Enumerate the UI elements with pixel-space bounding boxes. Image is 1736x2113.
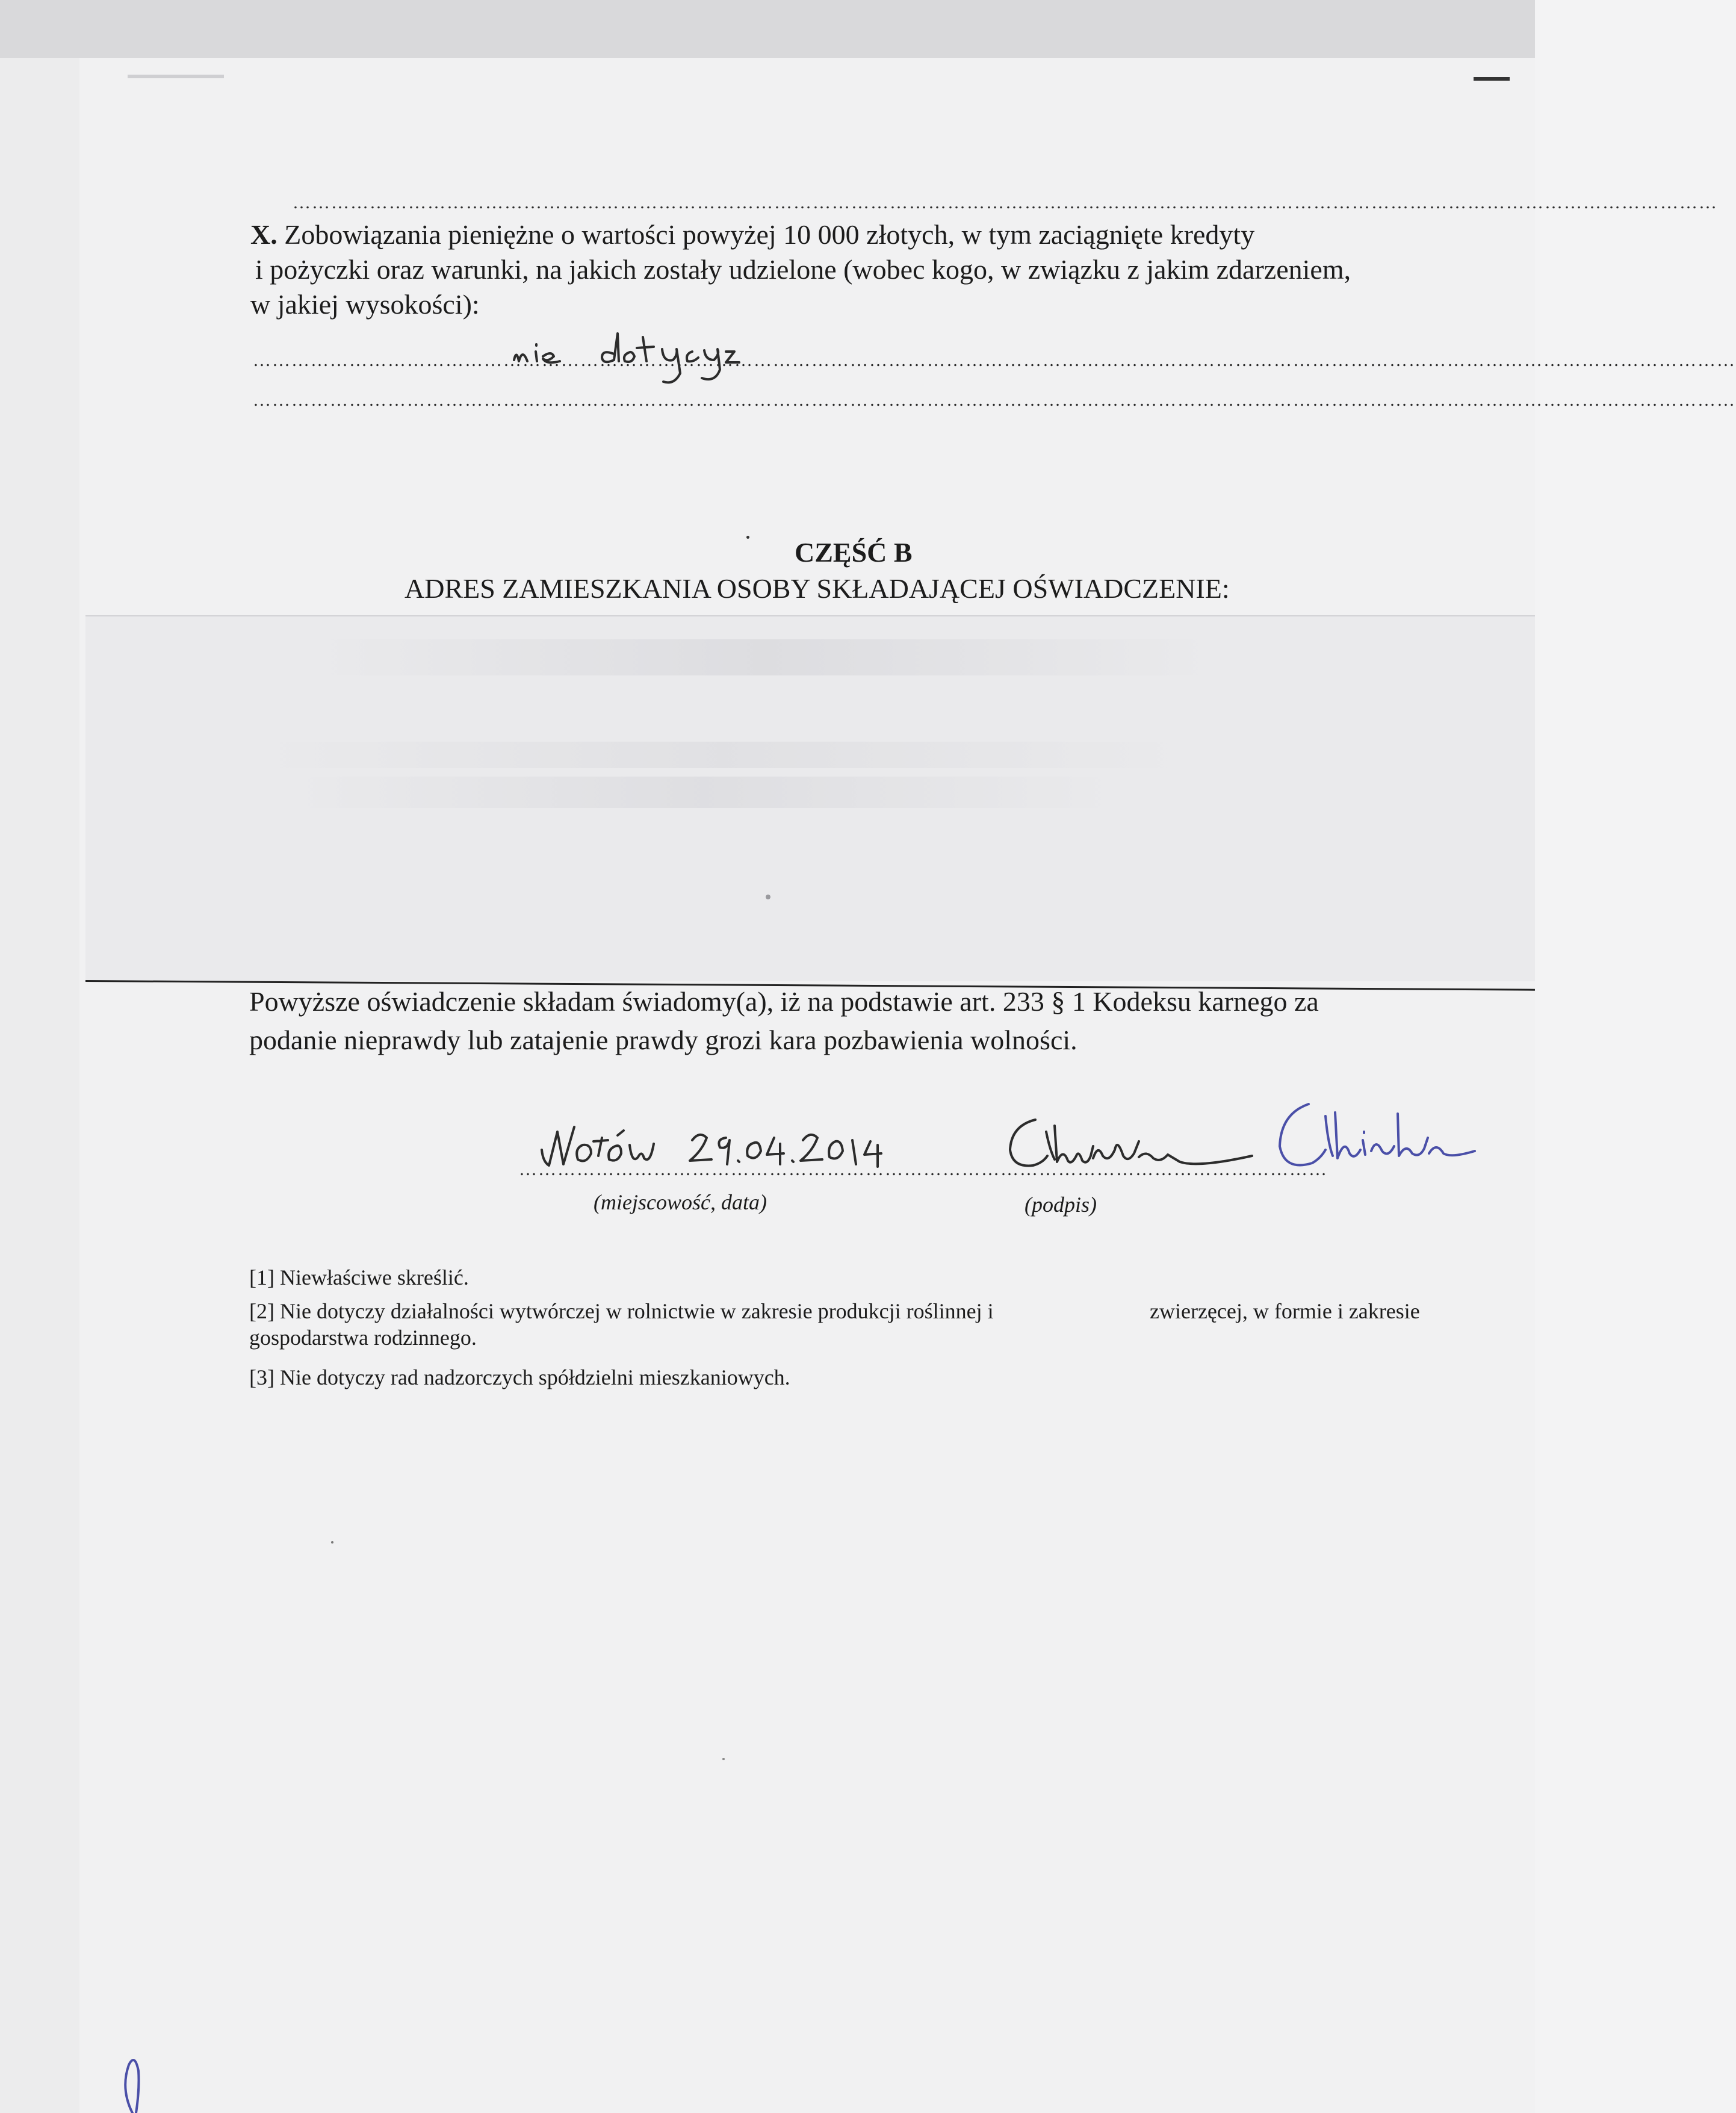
handwritten-answer: [512, 325, 813, 391]
page-left-edge: [0, 58, 79, 2113]
place-date-dotted-line: ………………………………………………………………………………………………………………: [519, 1159, 1328, 1179]
scan-top-border: [0, 0, 1535, 58]
section-x-line2: i pożyczki oraz warunki, na jakich zostały udzielone (wobec kogo, w związku z jakim zdarzeniem,: [255, 254, 1351, 285]
dotted-answer-line-1: ……………………………………………………………………………………………………………………………………………………………………………………………………………: [253, 350, 1736, 370]
bleed-through-text-1: [313, 639, 1216, 675]
handwritten-place-date: [536, 1114, 957, 1180]
footnote-3-text: Nie dotyczy rad nadzorczych spółdzielni mieszkaniowych.: [279, 1365, 790, 1389]
signature-blue: [1270, 1096, 1499, 1186]
footnote-2-line2: gospodarstwa rodzinnego.: [249, 1326, 477, 1350]
section-x-text-1: Zobowiązania pieniężne o wartości powyżej 10 000 złotych, w tym zaciągnięte kredyty: [284, 219, 1255, 250]
place-date-caption: (miejscowość, data): [594, 1190, 767, 1214]
scan-speck-1: [766, 895, 770, 899]
section-b-heading: CZĘŚĆ B: [795, 537, 913, 568]
section-b-subheading: ADRES ZAMIESZKANIA OSOBY SKŁADAJĄCEJ OŚWIADCZENIE:: [405, 573, 1230, 604]
footnote-1-marker: [1]: [249, 1265, 274, 1289]
scan-speck-3: [331, 1541, 333, 1544]
signature-black: [999, 1108, 1270, 1186]
footnote-3-marker: [3]: [249, 1365, 274, 1389]
bleed-through-text-2: [253, 742, 1192, 768]
footnote-2-continuation: zwierzęcej, w formie i zakresie: [1150, 1299, 1420, 1323]
scan-artifact-top-right: [1474, 77, 1510, 81]
pen-mark-bottom-left: [108, 2035, 163, 2113]
footnote-1-text: Niewłaściwe skreślić.: [279, 1265, 469, 1289]
section-x-line1: [250, 218, 1254, 252]
dotted-line-top: ……………………………………………………………………………………………………………………………………………………………………………………………………: [293, 193, 1718, 213]
footnote-2-text: Nie dotyczy działalności wytwórczej w rolnictwie w zakresie produkcji roślinnej i: [279, 1299, 994, 1323]
footnote-2: [249, 1298, 994, 1324]
scan-speck-2: [746, 536, 749, 539]
scan-speck-4: [722, 1758, 725, 1760]
section-x-marker: X.: [250, 219, 277, 250]
scan-artifact-top-left: [128, 75, 224, 78]
bleed-through-text-3: [289, 777, 1120, 808]
footnote-2-marker: [2]: [249, 1299, 274, 1323]
footnote-1: [249, 1264, 469, 1291]
declaration-line1: Powyższe oświadczenie składam świadomy(a), iż na podstawie art. 233 § 1 Kodeksu karnego za: [249, 986, 1319, 1017]
dotted-answer-line-2: ……………………………………………………………………………………………………………………………………………………………………………………………………………: [253, 390, 1736, 410]
footnote-3: [249, 1364, 790, 1391]
declaration-line2: podanie nieprawdy lub zatajenie prawdy grozi kara pozbawienia wolności.: [249, 1025, 1077, 1055]
section-x-line3: w jakiej wysokości):: [250, 289, 480, 320]
signature-caption: (podpis): [1025, 1193, 1097, 1217]
